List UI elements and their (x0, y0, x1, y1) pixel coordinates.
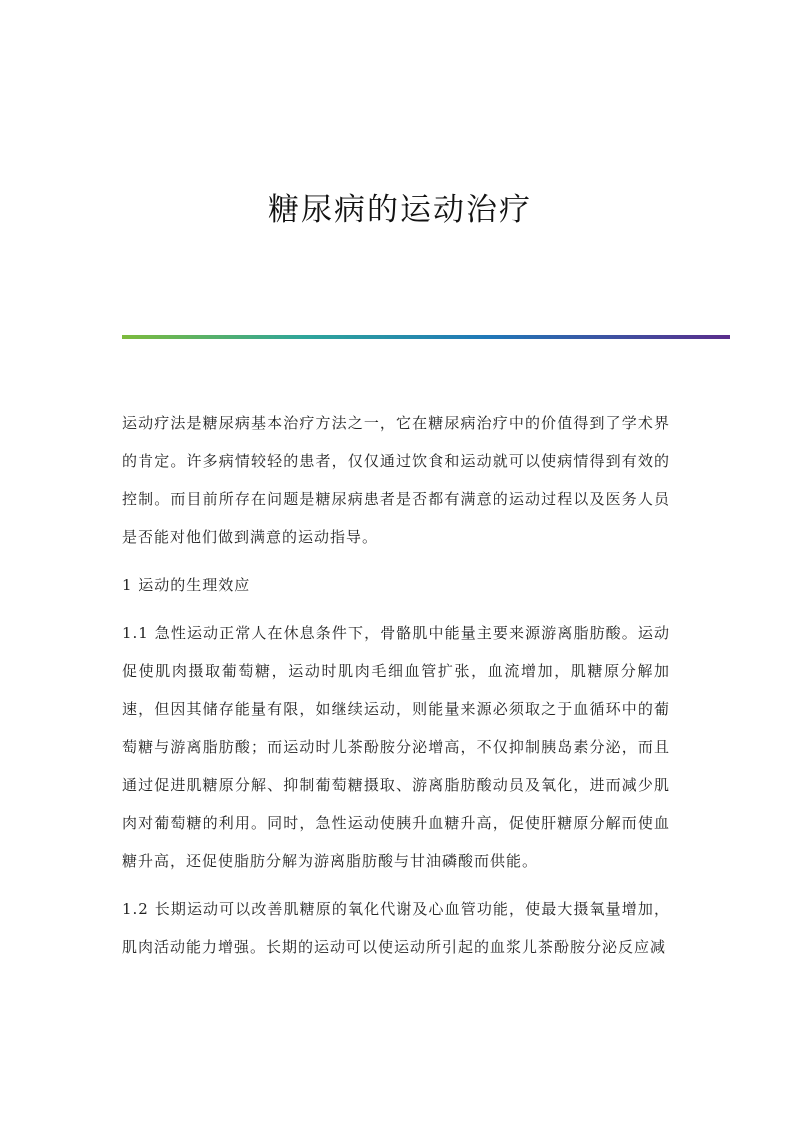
document-title: 糖尿病的运动治疗 (268, 192, 532, 228)
section-1-2-paragraph: 1.2 长期运动可以改善肌糖原的氧化代谢及心血管功能，使最大摄氧量增加，肌肉活动能力增强。长期的运动可以使运动所引起的血浆儿茶酚胺分泌反应减 (122, 900, 670, 956)
intro-paragraph: 运动疗法是糖尿病基本治疗方法之一，它在糖尿病治疗中的价值得到了学术界的肯定。许多病情较轻的患者，仅仅通过饮食和运动就可以使病情得到有效的控制。而目前所存在问题是糖尿病患者是否都有满意的运动过程以及医务人员是否能对他们做到满意的运动指导。 (122, 414, 670, 546)
document-body (122, 404, 670, 976)
section-heading: 1 运动的生理效应 (122, 576, 251, 594)
section-1-1-paragraph: 1.1 急性运动正常人在休息条件下，骨骼肌中能量主要来源游离脂肪酸。运动促使肌肉摄取葡萄糖，运动时肌肉毛细血管扩张，血流增加，肌糖原分解加速，但因其储存能量有限，如继续运动，则能量来源必须取之于血循环中的葡萄糖与游离脂肪酸；而运动时儿茶酚胺分泌增高，不仅抑制胰岛素分泌，而且通过促进肌糖原分解、抑制葡萄糖摄取、游离脂肪酸动员及氧化，进而减少肌肉对葡萄糖的利用。同时，急性运动使胰升血糖升高，促使肝糖原分解而使血糖升高，还促使脂肪分解为游离脂肪酸与甘油磷酸而供能。 (122, 624, 670, 870)
title-divider (122, 335, 730, 339)
